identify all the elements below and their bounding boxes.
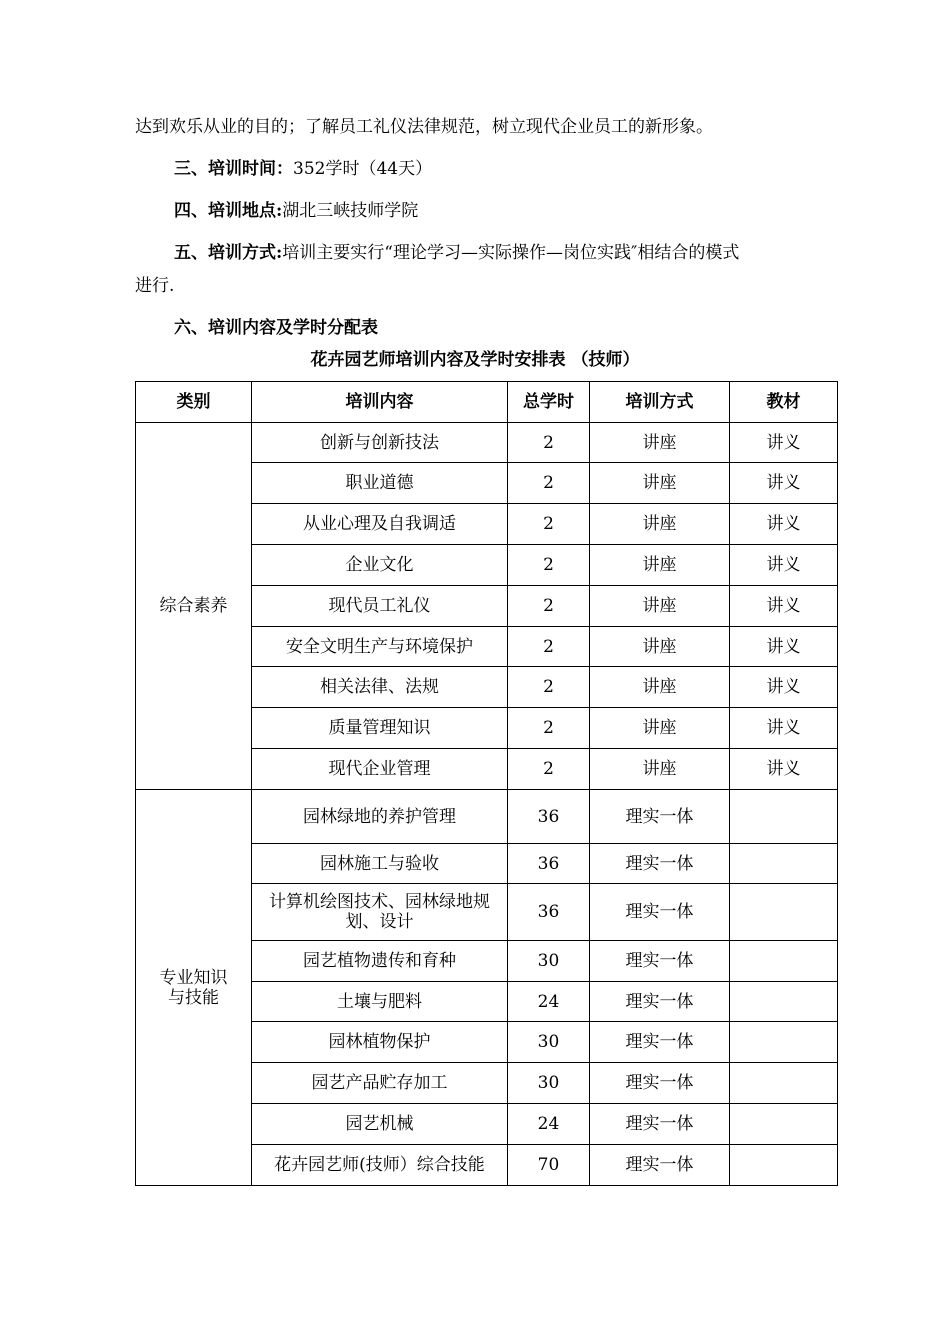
content-line: 划、设计	[345, 912, 414, 932]
table-header-row	[136, 382, 838, 423]
training-method-continuation: 进行.	[135, 276, 175, 296]
method-cell: 讲座	[590, 504, 730, 545]
category-line: 与技能	[168, 987, 219, 1008]
table-row	[136, 423, 838, 463]
method-cell: 讲座	[590, 749, 730, 790]
material-cell	[730, 1022, 838, 1063]
method-cell: 讲座	[590, 708, 730, 749]
method-cell: 理实一体	[590, 844, 730, 884]
content-cell: 安全文明生产与环境保护	[252, 627, 508, 667]
header-hours: 总学时	[508, 382, 590, 423]
method-cell: 讲座	[590, 423, 730, 463]
category-cell-professional	[136, 790, 252, 1186]
hours-cell: 2	[508, 749, 590, 790]
hours-cell: 2	[508, 627, 590, 667]
method-cell: 理实一体	[590, 884, 730, 941]
material-cell	[730, 1145, 838, 1186]
hours-cell: 2	[508, 423, 590, 463]
content-line: 计算机绘图技术、园林绿地规	[269, 892, 490, 912]
hours-cell: 36	[508, 844, 590, 884]
training-place-label: 四、培训地点:	[174, 201, 283, 221]
method-cell: 讲座	[590, 463, 730, 504]
material-cell	[730, 941, 838, 982]
hours-cell: 30	[508, 1022, 590, 1063]
training-time-line	[174, 158, 432, 180]
material-cell: 讲义	[730, 749, 838, 790]
hours-cell: 36	[508, 790, 590, 844]
method-cell: 讲座	[590, 667, 730, 708]
hours-cell: 2	[508, 667, 590, 708]
material-cell: 讲义	[730, 423, 838, 463]
material-cell: 讲义	[730, 545, 838, 586]
header-category: 类别	[136, 382, 252, 423]
hours-cell: 2	[508, 708, 590, 749]
content-cell	[252, 884, 508, 941]
material-cell	[730, 982, 838, 1022]
hours-cell: 24	[508, 1104, 590, 1145]
material-cell	[730, 1063, 838, 1104]
table-caption: 花卉园艺师培训内容及学时安排表 （技师）	[310, 350, 640, 370]
training-method-value: 培训主要实行“理论学习—实际操作—岗位实践″相结合的模式	[282, 243, 740, 263]
content-cell: 花卉园艺师(技师）综合技能	[252, 1145, 508, 1186]
header-content: 培训内容	[252, 382, 508, 423]
training-method-line	[174, 242, 739, 264]
header-material: 教材	[730, 382, 838, 423]
content-cell: 园艺机械	[252, 1104, 508, 1145]
material-cell: 讲义	[730, 504, 838, 545]
material-cell	[730, 1104, 838, 1145]
method-cell: 讲座	[590, 586, 730, 627]
hours-cell: 30	[508, 1063, 590, 1104]
training-time-value: 352学时（44天）	[293, 159, 433, 179]
training-place-value: 湖北三峡技师学院	[282, 201, 419, 221]
content-cell: 现代员工礼仪	[252, 586, 508, 627]
method-cell: 理实一体	[590, 941, 730, 982]
content-cell: 现代企业管理	[252, 749, 508, 790]
hours-cell: 30	[508, 941, 590, 982]
method-cell: 理实一体	[590, 982, 730, 1022]
material-cell: 讲义	[730, 708, 838, 749]
material-cell: 讲义	[730, 463, 838, 504]
material-cell	[730, 884, 838, 941]
content-cell: 土壤与肥料	[252, 982, 508, 1022]
method-cell: 理实一体	[590, 1104, 730, 1145]
content-cell: 企业文化	[252, 545, 508, 586]
content-cell: 园林绿地的养护管理	[252, 790, 508, 844]
method-cell: 理实一体	[590, 790, 730, 844]
hours-cell: 36	[508, 884, 590, 941]
method-cell: 讲座	[590, 545, 730, 586]
material-cell: 讲义	[730, 627, 838, 667]
content-cell: 质量管理知识	[252, 708, 508, 749]
material-cell: 讲义	[730, 586, 838, 627]
section-six-heading: 六、培训内容及学时分配表	[174, 318, 378, 338]
training-schedule-table	[135, 381, 838, 1186]
content-cell: 园艺植物遗传和育种	[252, 941, 508, 982]
content-cell: 创新与创新技法	[252, 423, 508, 463]
content-cell: 园林植物保护	[252, 1022, 508, 1063]
hours-cell: 24	[508, 982, 590, 1022]
hours-cell: 2	[508, 545, 590, 586]
header-method: 培训方式	[590, 382, 730, 423]
material-cell	[730, 844, 838, 884]
table-row	[136, 790, 838, 844]
method-cell: 理实一体	[590, 1022, 730, 1063]
training-time-label: 三、培训时间：	[174, 159, 293, 179]
method-cell: 理实一体	[590, 1063, 730, 1104]
content-cell: 相关法律、法规	[252, 667, 508, 708]
hours-cell: 2	[508, 504, 590, 545]
content-cell: 从业心理及自我调适	[252, 504, 508, 545]
method-cell: 理实一体	[590, 1145, 730, 1186]
material-cell	[730, 790, 838, 844]
content-cell: 职业道德	[252, 463, 508, 504]
hours-cell: 70	[508, 1145, 590, 1186]
training-place-line	[174, 200, 418, 222]
hours-cell: 2	[508, 463, 590, 504]
category-cell-general: 综合素养	[136, 423, 252, 790]
material-cell: 讲义	[730, 667, 838, 708]
content-cell: 园林施工与验收	[252, 844, 508, 884]
paragraph-intro: 达到欢乐从业的目的；了解员工礼仪法律规范，树立现代企业员工的新形象。	[135, 117, 713, 137]
category-line: 专业知识	[159, 967, 228, 988]
hours-cell: 2	[508, 586, 590, 627]
content-cell: 园艺产品贮存加工	[252, 1063, 508, 1104]
method-cell: 讲座	[590, 627, 730, 667]
training-method-label: 五、培训方式:	[174, 243, 283, 263]
